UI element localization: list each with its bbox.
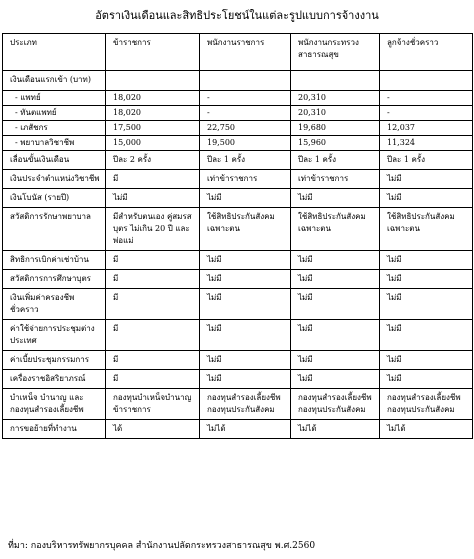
table-title: อัตราเงินเดือนและสิทธิประโยชน์ในแต่ละรูปแบบการจ้างงาน (95, 9, 379, 22)
table-cell: ไม่มี (106, 189, 200, 208)
table-row (3, 420, 473, 439)
table-cell: มี (106, 170, 200, 189)
row-label: เงินโบนัส (รายปี) (3, 189, 106, 208)
header-row (3, 34, 473, 71)
table-cell: ปีละ 1 ครั้ง (200, 151, 291, 170)
table-cell: เท่าข้าราชการ (291, 170, 380, 189)
table-cell: ไม่มี (291, 351, 380, 370)
salary-row (3, 91, 473, 106)
table-cell: กองทุนสำรองเลี้ยงชีพ กองทุนประกันสังคม (200, 389, 291, 420)
table-row (3, 389, 473, 420)
salary-row-label: - พยาบาลวิชาชีพ (3, 136, 106, 151)
table-cell: กองทุนสำรองเลี้ยงชีพ กองทุนประกันสังคม (380, 389, 473, 420)
table-cell: ไม่มี (200, 270, 291, 289)
table-cell: ไม่มี (380, 270, 473, 289)
salary-cell: 20,310 (291, 91, 380, 106)
source-note: ที่มา: กองบริหารทรัพยากรบุคคล สำนักงานปลัดกระทรวงสาธารณสุข พ.ศ.2560 (8, 541, 316, 551)
salary-cell: 22,750 (200, 121, 291, 136)
row-label: สวัสดิการรักษาพยาบาล (3, 208, 106, 251)
salary-cell: 12,037 (380, 121, 473, 136)
row-label: เลื่อนขั้นเงินเดือน (3, 151, 106, 170)
table-cell: ไม่ได้ (291, 420, 380, 439)
table-cell: มี (106, 289, 200, 320)
table-cell: ไม่ได้ (200, 420, 291, 439)
salary-section-cell (106, 71, 200, 91)
table-row (3, 370, 473, 389)
header-civil-servant: ข้าราชการ (106, 34, 200, 71)
table-cell: ไม่มี (291, 320, 380, 351)
table-cell: มี (106, 351, 200, 370)
table-cell: ไม่มี (380, 170, 473, 189)
salary-row-label: - เภสัชกร (3, 121, 106, 136)
salary-cell: 19,500 (200, 136, 291, 151)
salary-row-label: - ทันตแพทย์ (3, 106, 106, 121)
salary-row (3, 136, 473, 151)
table-row (3, 289, 473, 320)
table-cell: ไม่มี (291, 370, 380, 389)
table-cell: มี (106, 370, 200, 389)
salary-cell: - (200, 106, 291, 121)
salary-section-cell (291, 71, 380, 91)
table-row (3, 351, 473, 370)
table-cell: ไม่มี (200, 370, 291, 389)
table-cell: ใช้สิทธิประกันสังคมเฉพาะตน (291, 208, 380, 251)
salary-cell: 18,020 (106, 91, 200, 106)
table-cell: ไม่มี (380, 351, 473, 370)
table-row (3, 320, 473, 351)
table-cell: มี (106, 320, 200, 351)
table-cell: กองทุนสำรองเลี้ยงชีพ กองทุนประกันสังคม (291, 389, 380, 420)
salary-section-row (3, 71, 473, 91)
table-cell: ไม่มี (200, 189, 291, 208)
table-cell: มีสำหรับตนเอง คู่สมรส บุตร ไม่เกิน 20 ปี และพ่อแม่ (106, 208, 200, 251)
table-row (3, 189, 473, 208)
salary-cell: 17,500 (106, 121, 200, 136)
table-cell: ไม่มี (200, 289, 291, 320)
row-label: เงินประจำตำแหน่งวิชาชีพ (3, 170, 106, 189)
salary-cell: - (200, 91, 291, 106)
salary-section-cell (200, 71, 291, 91)
salary-cell: 20,310 (291, 106, 380, 121)
table-cell: ปีละ 1 ครั้ง (380, 151, 473, 170)
salary-cell: - (380, 106, 473, 121)
header-type: ประเภท (3, 34, 106, 71)
table-cell: ไม่มี (200, 351, 291, 370)
comparison-table (2, 33, 473, 439)
salary-cell: 15,960 (291, 136, 380, 151)
row-label: ค่าเบี้ยประชุมกรรมการ (3, 351, 106, 370)
table-cell: เท่าข้าราชการ (200, 170, 291, 189)
table-cell: กองทุนบำเหน็จบำนาญข้าราชการ (106, 389, 200, 420)
row-label: บำเหน็จ บำนาญ และกองทุนสำรองเลี้ยงชีพ (3, 389, 106, 420)
salary-cell: - (380, 91, 473, 106)
table-row (3, 170, 473, 189)
salary-row-label: - แพทย์ (3, 91, 106, 106)
salary-row (3, 121, 473, 136)
salary-section-cell (380, 71, 473, 91)
header-temporary-employee: ลูกจ้างชั่วคราว (380, 34, 473, 71)
table-row (3, 270, 473, 289)
table-cell: ได้ (106, 420, 200, 439)
table-cell: ไม่มี (380, 189, 473, 208)
table-row (3, 208, 473, 251)
table-cell: ไม่มี (291, 270, 380, 289)
salary-cell: 15,000 (106, 136, 200, 151)
table-cell: ใช้สิทธิประกันสังคมเฉพาะตน (380, 208, 473, 251)
table-cell: ปีละ 2 ครั้ง (106, 151, 200, 170)
header-government-employee: พนักงานราชการ (200, 34, 291, 71)
salary-cell: 11,324 (380, 136, 473, 151)
table-cell: ไม่มี (200, 320, 291, 351)
table-cell: มี (106, 270, 200, 289)
table-cell: ไม่มี (291, 251, 380, 270)
table-cell: ไม่มี (380, 289, 473, 320)
salary-section-label: เงินเดือนแรกเข้า (บาท) (3, 71, 106, 91)
row-label: การขอย้ายที่ทำงาน (3, 420, 106, 439)
salary-cell: 19,680 (291, 121, 380, 136)
table-cell: มี (106, 251, 200, 270)
table-cell: ไม่ได้ (380, 420, 473, 439)
row-label: ค่าใช้จ่ายการประชุมต่างประเทศ (3, 320, 106, 351)
table-cell: ไม่มี (291, 289, 380, 320)
table-cell: ไม่มี (380, 320, 473, 351)
row-label: สิทธิการเบิกค่าเช่าบ้าน (3, 251, 106, 270)
table-row (3, 151, 473, 170)
table-cell: ไม่มี (200, 251, 291, 270)
table-cell: ใช้สิทธิประกันสังคมเฉพาะตน (200, 208, 291, 251)
salary-row (3, 106, 473, 121)
table-cell: ปีละ 1 ครั้ง (291, 151, 380, 170)
row-label: สวัสดิการการศึกษาบุตร (3, 270, 106, 289)
row-label: เครื่องราชอิสริยาภรณ์ (3, 370, 106, 389)
salary-cell: 18,020 (106, 106, 200, 121)
header-moph-employee: พนักงานกระทรวงสาธารณสุข (291, 34, 380, 71)
table-row (3, 251, 473, 270)
table-cell: ไม่มี (380, 251, 473, 270)
table-cell: ไม่มี (380, 370, 473, 389)
row-label: เงินเพิ่มค่าครองชีพชั่วคราว (3, 289, 106, 320)
table-cell: ไม่มี (291, 189, 380, 208)
